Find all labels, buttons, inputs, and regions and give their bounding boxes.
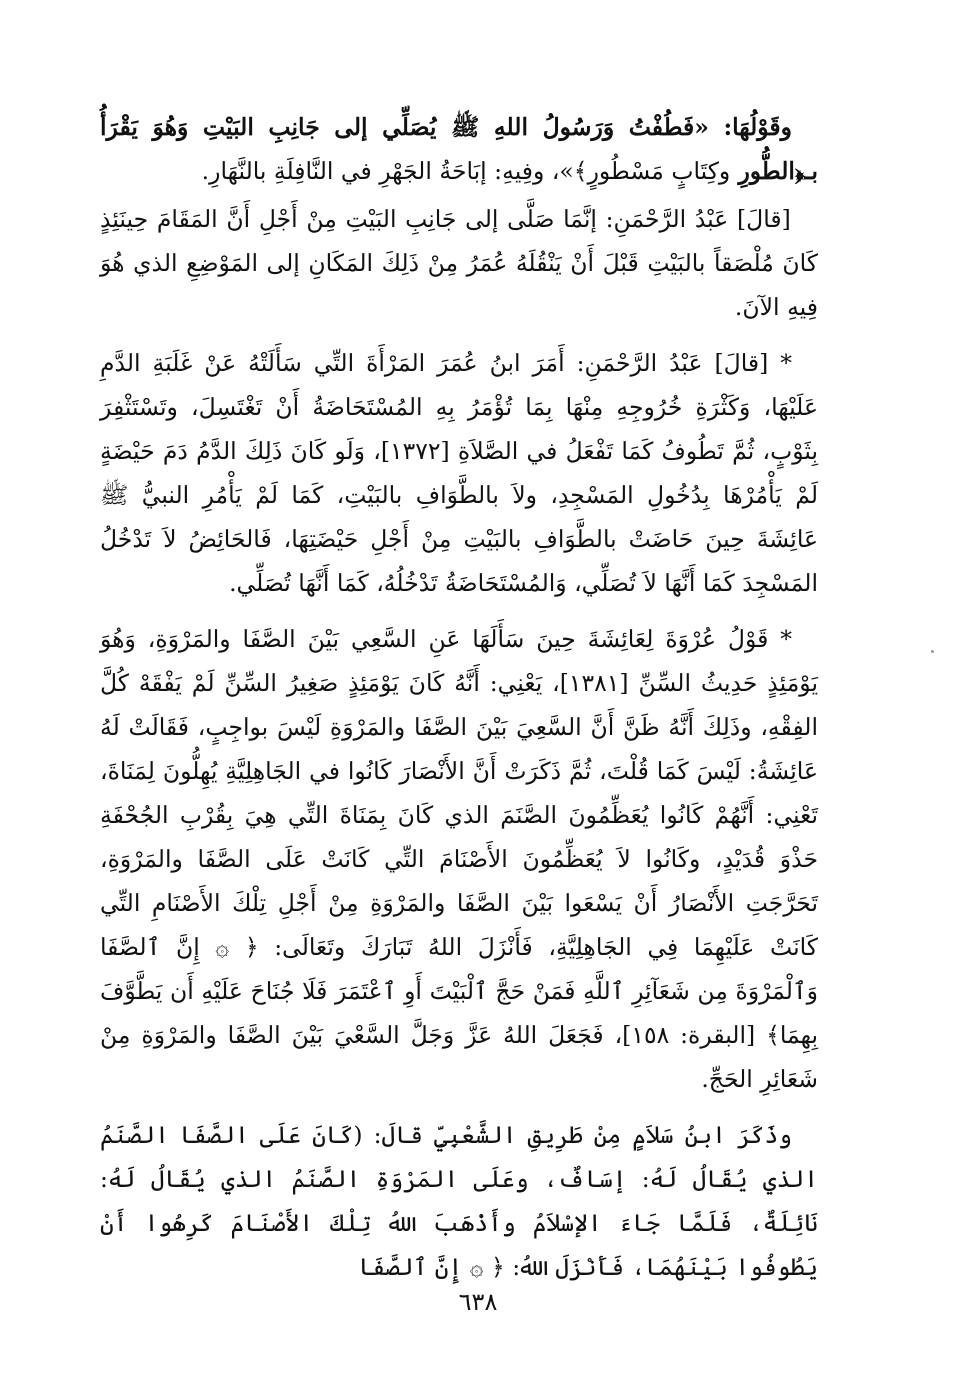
text-line: يُعَظِّمُونَ الصَّنَمَ الذي كَانَ بِمَنَاةَ التِّي هِيَ بِقُرْبِ الجُحْفَةِ حَذْوَ قُدَيْدٍ، وكَانُوا لاَ	[100, 801, 818, 873]
text-line: * [قالَ] عَبْدُ الرَّحْمَنِ: أَمَرَ ابنُ عُمَرَ المَرْأَةَ التِّي سَأَلَتْهُ عَنْ غَلَبَةِ الدَّمِ عَلَيْهَا،	[100, 349, 818, 421]
text-line: لَهُ: إسَافٌ، وعَلَى المَرْوَةِ الصَّنَمُ الذي يُقَالُ لَهُ: نَائِلَةٌ، فَلَمَّا جَاءَ الإسْلاَمُ	[100, 1165, 818, 1237]
text-line: وَكَثْرَةِ خُرُوجِهِ مِنْهَا بِمَا تُؤْمَرُ بِهِ المُسْتَحَاضَةُ أَنْ تَغْتَسِلَ، وتَسْتَثْفِرَ بِثَوْبٍ، ثُمَّ تَطُوفُ	[100, 393, 818, 465]
text-line: تَبَارَكَ وتَعَالَى: ﴿ ۞ إِنَّ ٱلصَّفَا وَٱلْمَرْوَةَ مِن شَعَآئِرِ ٱللَّهِ فَمَنْ حَجَّ ٱلْبَيْتَ أَوِ ٱعْتَمَرَ فَلَا جُنَاحَ	[100, 933, 819, 1005]
paragraph-urwa-safa-marwa	[100, 617, 818, 1101]
text-line: حَدِيثُ السِّنِّ [١٣٨١]، يَعْنِي: أَنَّهُ كَانَ يَوْمَئِذٍ صَغِيرُ السِّنِّ لَمْ يَفْقَهْ كُلَّ الفِقْهِ، وذَلِكَ	[100, 669, 818, 741]
text-line: وأَذْهَبَ اللهُ تِلْكَ الأَصْنَامَ كَرِهُوا أَنْ يَطُوفُوا بَيْنَهُمَا، فَأَنْزَلَ اللهُ: ﴿ ۞ إِنَّ ٱلصَّفَا	[100, 1209, 818, 1281]
text-line: أَنَّهُ ظَنَّ أَنَّ السَّعِيَ بَيْنَ الصَّفَا والمَرْوَةِ لَيْسَ بواجِبٍ، فَقَالَتْ لَهُ عَائِشَةُ: لَيْسَ كَمَا	[100, 713, 818, 785]
text-line: يُعَظِّمُونَ الأَصْنَامَ التِّي كَانَتْ عَلَى الصَّفَا والمَرْوَةِ، تَحَرَّجَتِ الأَنْصَارُ أَنْ يَسْعَوا بَيْنَ	[100, 845, 818, 917]
text-line: المَسْجِدِ، ولاَ بالطَّوَافِ بالبَيْتِ، كَمَا لَمْ يَأْمُرِ النبيُّ ﷺ عَائِشَةَ حِينَ حَاضَتْ	[100, 481, 818, 553]
text-line: الصَّفَا والمَرْوَةِ مِنْ أَجْلِ تِلْكَ الأَصْنَامِ التِّي كَانَتْ عَلَيْهِمَا فِي الجَاهِلِيَّةِ، فَأَنْزَلَ اللهُ	[100, 889, 818, 961]
text-line: وكِتَابٍ مَسْطُورٍ﴾»، وفِيهِ: إبَاحَةُ الجَهْرِ في النَّافِلَةِ بالنَّهَارِ.	[201, 157, 731, 185]
text-line: * قَوْلُ عُرْوَةَ لِعَائِشَةَ حِينَ سَأَلَهَا عَنِ السَّعِي بَيْنَ الصَّفَا والمَرْوَةِ، وَهُوَ يَوْمَئِذٍ	[100, 625, 818, 697]
paragraph-maqam	[100, 197, 818, 329]
text-line: بالطَّوَافِ بالبَيْتِ مِنْ أَجْلِ حَيْضَتِهَا، فَالحَائِضُ لاَ تَدْخُلُ المَسْجِدَ كَمَا أَنَّهَا لاَ	[100, 525, 818, 597]
paragraph-tawaf-quote	[100, 105, 818, 193]
paragraph-mustahada	[100, 341, 818, 605]
text-line: تُصَلِّي، وَالمُسْتَحَاضَةُ تَدْخُلُهُ، كَمَا أَنَّهَا تُصَلِّي.	[229, 569, 636, 597]
margin-mark	[931, 650, 934, 653]
paragraph-ibn-salam	[100, 1113, 818, 1289]
text-line: كَمَا تَفْعَلُ في الصَّلاَةِ [١٣٧٢]، وَلَو كَانَ ذَلِكَ الدَّمُ دَمَ حَيْضَةٍ لَمْ يَأْمُرْهَا بِدُخُولِ	[100, 437, 818, 509]
text-line: [قالَ] عَبْدُ الرَّحْمَنِ: إنَّمَا صَلَّى إلى جَانِبِ البَيْتِ مِنْ أَجْلِ أَنَّ المَقَامَ حِينَئِذٍ	[100, 205, 791, 233]
document-page	[100, 105, 818, 1289]
text-line: قُلْتَ، ثُمَّ ذَكَرَتْ أَنَّ الأَنْصَارَ كَانُوا في الجَاهِلِيَّةِ يُهِلُّونَ لِمَنَاةَ، تَعْنِي: أَنَّهُمْ كَانُوا	[100, 757, 818, 829]
text-line: مِنْ شَعَائِرِ الحَجِّ.	[100, 1021, 818, 1093]
text-line: عَلَيْهِ أَن يَطَّوَّفَ بِهِمَا﴾ [البقرة: ١٥٨]، فَجَعَلَ اللهُ عَزَّ وَجَلَّ السَّعْيَ بَيْنَ الصَّفَا والمَرْوَةِ	[100, 977, 818, 1049]
page-number: ٦٣٨	[458, 1288, 498, 1316]
text-line: كَانَ مُلْصَقاً بالبَيْتِ قَبْلَ أَنْ يَنْقُلَهُ عُمَرُ مِنْ ذَلِكَ المَكَانِ إلى المَوْضِعِ الذي هُوَ فِيهِ	[100, 249, 818, 321]
text-line: وقَوْلُهَا: «فَطُفْتُ وَرَسُولُ اللهِ ﷺ يُصَلِّي إلى جَانِبِ البَيْتِ وَهُوَ يَقْرَأُ بـ﴿الطُّورِ	[100, 113, 818, 185]
text-line: وذَكَرَ ابنُ سَلاَمٍ مِنْ طَرِيقِ الشَّعْبِيِّ قالَ: (كَانَ عَلَى الصَّفَا الصَّنَمُ الذي يُقَالُ	[100, 1121, 818, 1193]
text-line: الآنَ.	[734, 293, 780, 321]
